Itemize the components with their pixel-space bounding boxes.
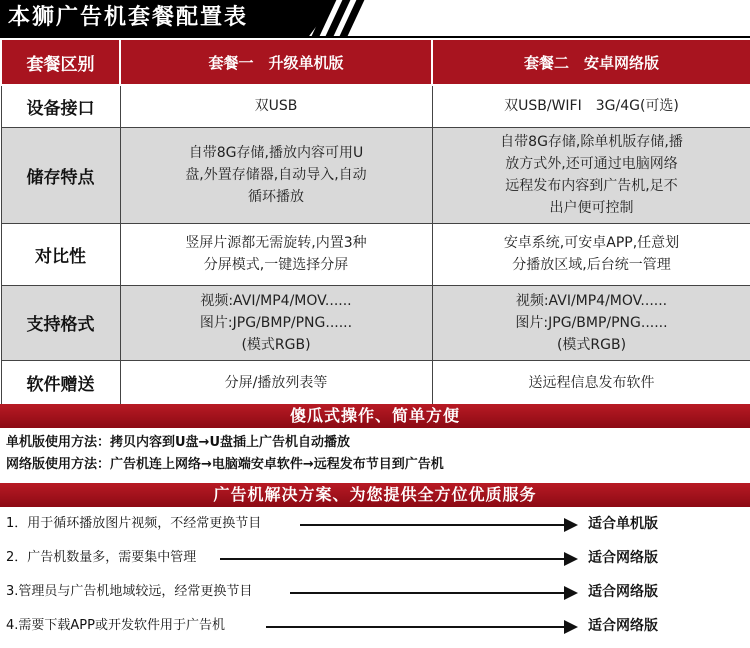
operation-heading: 傻瓜式操作、简单方便	[0, 404, 750, 428]
header-package-one: 套餐一 升级单机版	[120, 39, 432, 85]
row-label-formats: 支持格式	[1, 285, 120, 360]
arrow-head-icon	[564, 586, 578, 600]
table-row	[1, 360, 750, 405]
arrow-line	[266, 626, 566, 628]
table-header-row	[1, 39, 750, 85]
solution-text: 2．广告机数量多，需要集中管理	[6, 547, 198, 569]
header-package-two: 套餐二 安卓网络版	[432, 39, 750, 85]
solution-item	[0, 581, 750, 603]
table-row	[1, 285, 750, 360]
network-usage: 网络版使用方法：广告机连上网络→电脑端安卓软件→远程发布节目到广告机	[6, 457, 444, 472]
cell-package-one: 自带8G存储,播放内容可用U 盘,外置存储器,自动导入,自动 循环播放	[120, 127, 432, 223]
table-row	[1, 223, 750, 285]
cell-package-one: 视频:AVI/MP4/MOV...... 图片:JPG/BMP/PNG...... (模式RGB)	[120, 285, 432, 360]
package-comparison-table	[0, 38, 750, 406]
solution-text: 3.管理员与广告机地域较远，经常更换节目	[6, 581, 254, 603]
table-row	[1, 127, 750, 223]
cell-package-two: 视频:AVI/MP4/MOV...... 图片:JPG/BMP/PNG...... (模式RGB)	[432, 285, 750, 360]
cell-package-one: 竖屏片源都无需旋转,内置3种 分屏模式,一键选择分屏	[120, 223, 432, 285]
solution-result: 适合网络版	[588, 618, 658, 634]
solution-result: 适合单机版	[588, 516, 658, 532]
solution-result: 适合网络版	[588, 550, 658, 566]
solution-text: 4.需要下载APP或开发软件用于广告机	[6, 615, 227, 637]
cell-package-two: 安卓系统,可安卓APP,任意划 分播放区域,后台统一管理	[432, 223, 750, 285]
row-label-software: 软件赠送	[1, 360, 120, 405]
arrow-head-icon	[564, 620, 578, 634]
solution-item	[0, 513, 750, 535]
cell-package-one: 双USB	[120, 85, 432, 127]
standalone-usage: 单机版使用方法：拷贝内容到U盘→U盘插上广告机自动播放	[6, 435, 351, 450]
arrow-line	[300, 524, 566, 526]
solution-result: 适合网络版	[588, 584, 658, 600]
solution-item	[0, 615, 750, 637]
row-label-interface: 设备接口	[1, 85, 120, 127]
row-label-storage: 储存特点	[1, 127, 120, 223]
header-label: 套餐区别	[1, 39, 120, 85]
solutions-heading: 广告机解决方案、为您提供全方位优质服务	[0, 483, 750, 507]
solution-text: 1．用于循环播放图片视频，不经常更换节目	[6, 513, 263, 535]
arrow-head-icon	[564, 552, 578, 566]
page-title: 本狮广告机套餐配置表	[8, 5, 249, 30]
arrow-line	[220, 558, 566, 560]
arrow-head-icon	[564, 518, 578, 532]
cell-package-two: 送远程信息发布软件	[432, 360, 750, 405]
row-label-comparison: 对比性	[1, 223, 120, 285]
solution-item	[0, 547, 750, 569]
table-row	[1, 85, 750, 127]
title-banner	[0, 0, 750, 38]
arrow-line	[290, 592, 566, 594]
cell-package-two: 双USB/WIFI 3G/4G(可选)	[432, 85, 750, 127]
cell-package-two: 自带8G存储,除单机版存储,播 放方式外,还可通过电脑网络 远程发布内容到广告机,足不 出户便可控制	[432, 127, 750, 223]
cell-package-one: 分屏/播放列表等	[120, 360, 432, 405]
